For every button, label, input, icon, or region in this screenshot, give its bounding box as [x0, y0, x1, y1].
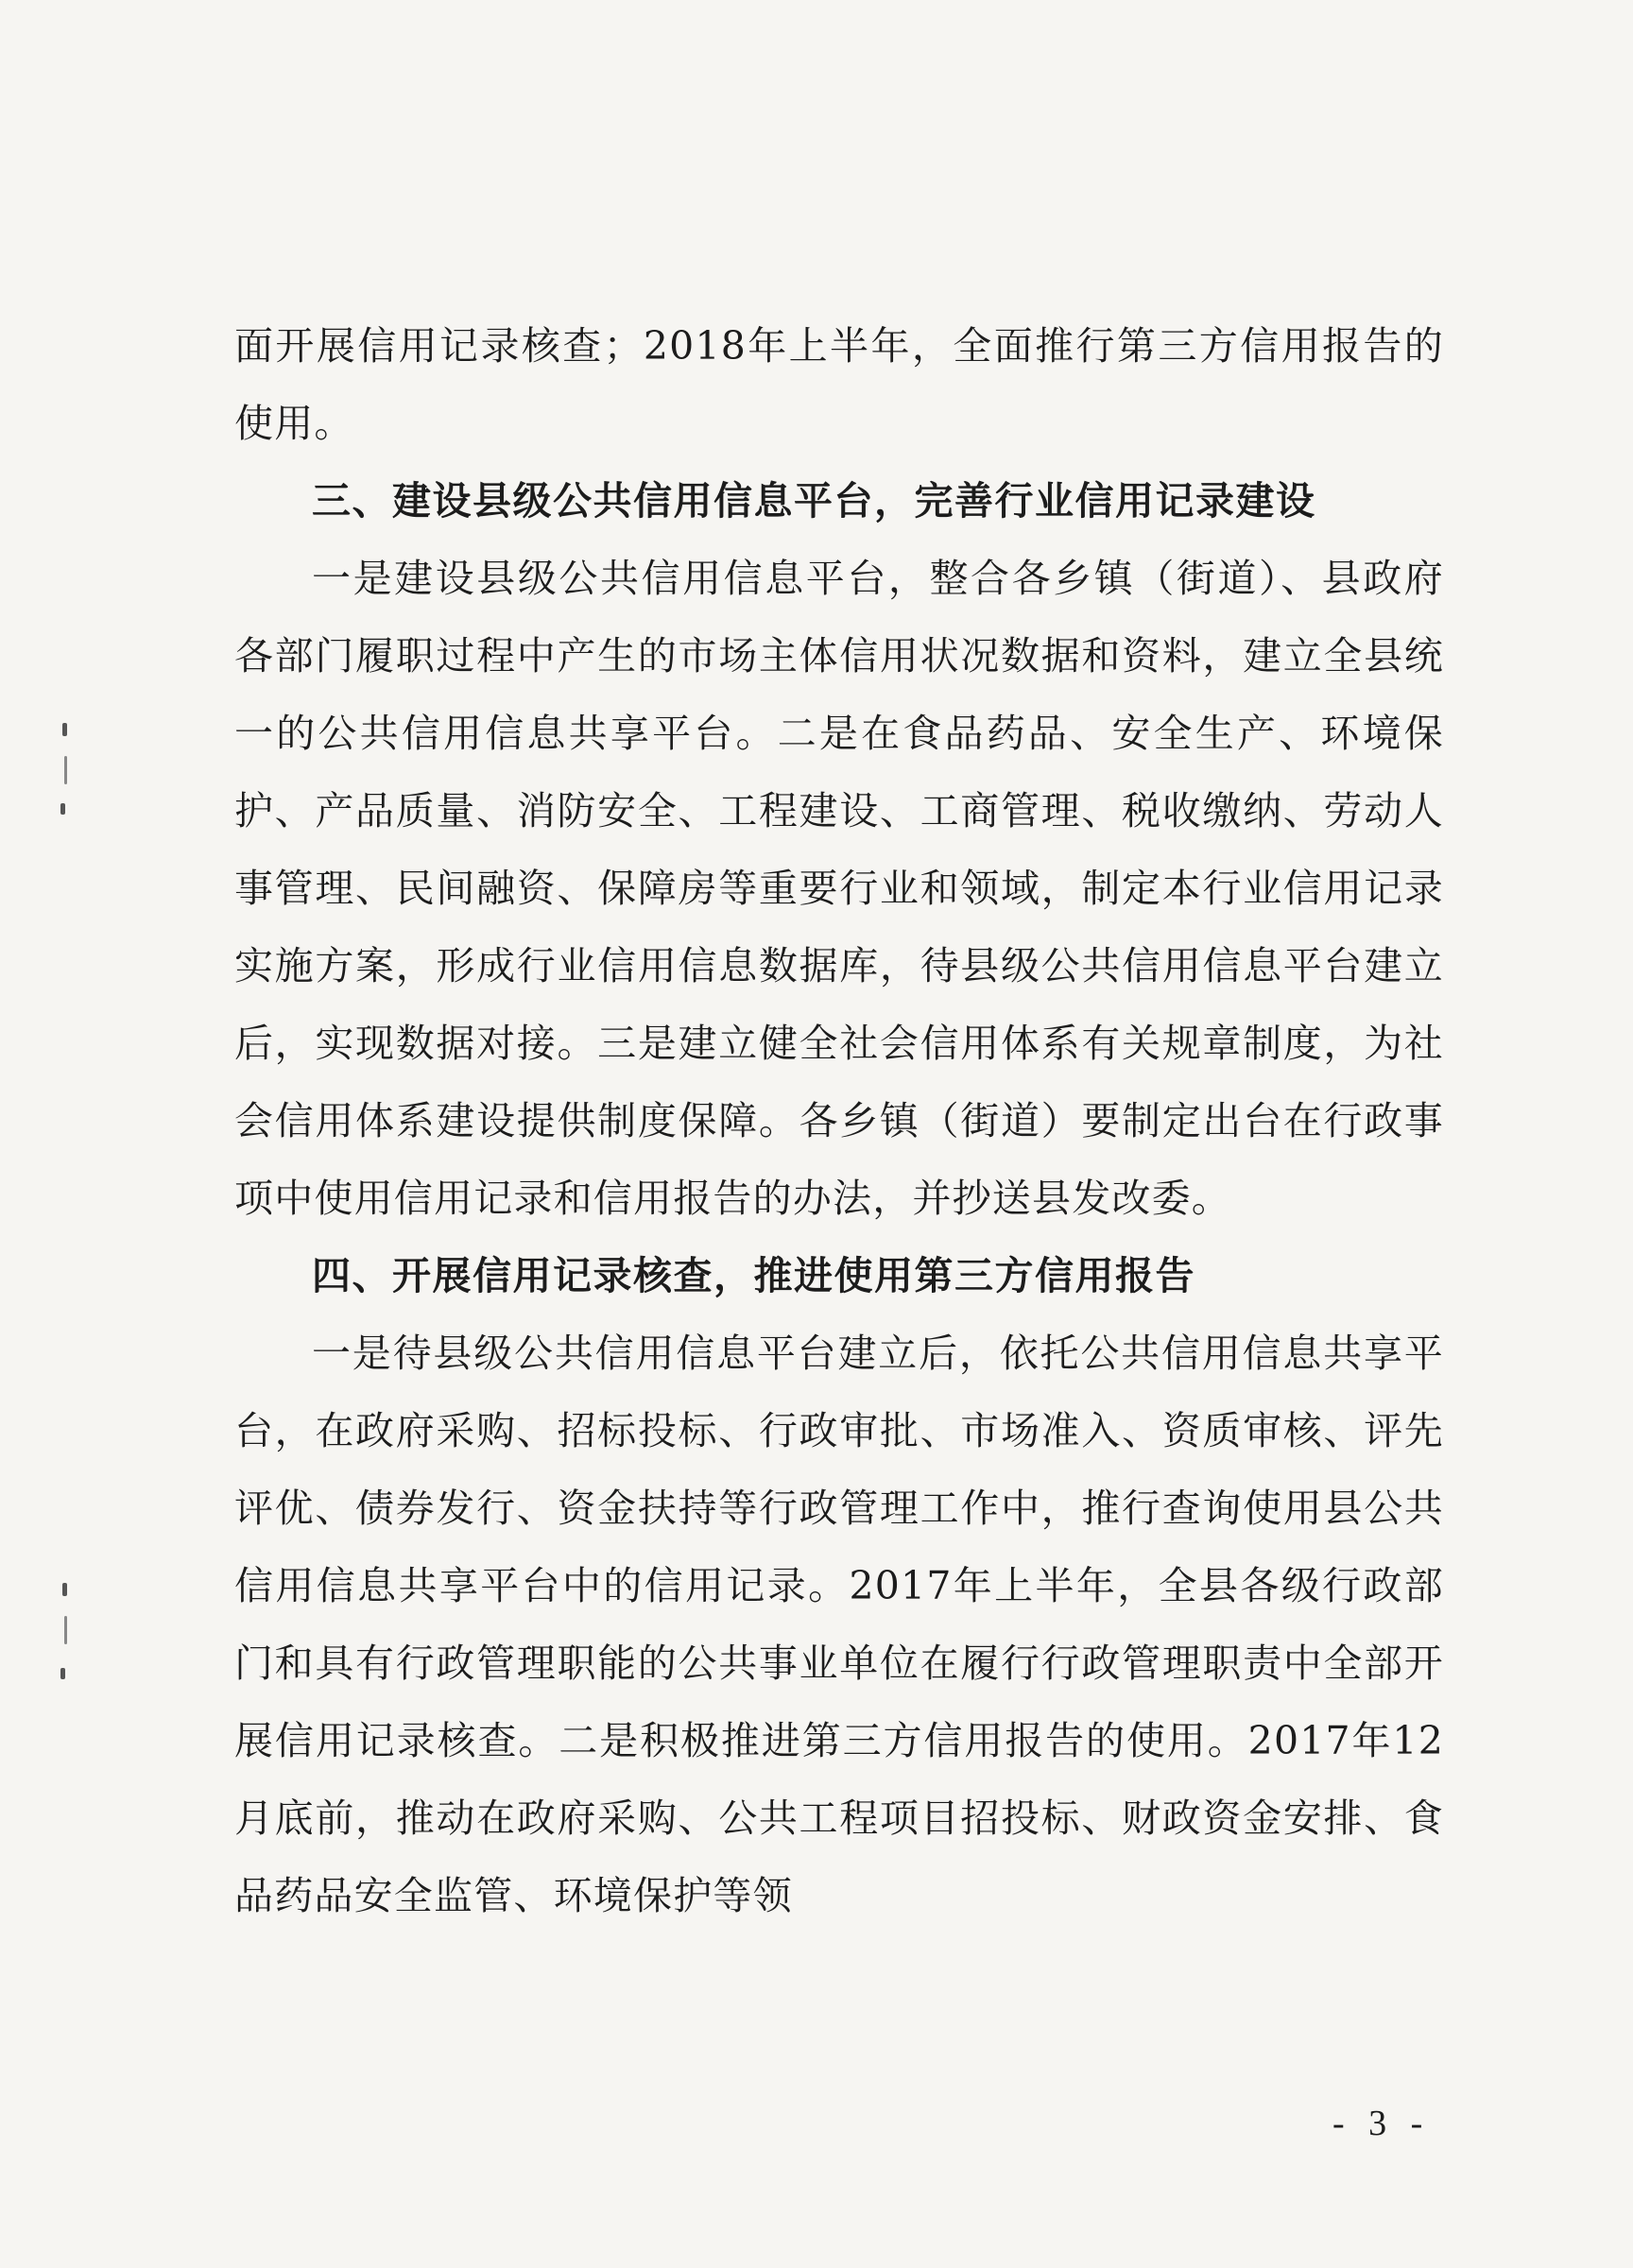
- section-heading-3: 三、建设县级公共信用信息平台，完善行业信用记录建设: [312, 478, 1316, 524]
- binding-hole-mark: [62, 1583, 67, 1596]
- page-number: - 3 -: [1332, 2104, 1431, 2143]
- binding-hole-mark: [60, 803, 65, 815]
- binding-hole-mark: [62, 723, 67, 736]
- binding-hole-mark: [64, 1616, 67, 1644]
- binding-hole-mark: [64, 756, 67, 784]
- binding-hole-mark: [60, 1668, 65, 1679]
- paragraph-section-3: 一是建设县级公共信用信息平台，整合各乡镇（街道）、县政府各部门履职过程中产生的市场主体信用状况数据和资料，建立全县统一的公共信用信息共享平台。二是在食品药品、安全生产、环境保护、产品质量、消防安全、工程建设、工商管理、税收缴纳、劳动人事管理、民间融资、保障房等重要行业和领域，制定本行业信用记录实施方案，形成行业信用信息数据库，待县级公共信用信息平台建立后，实现数据对接。三是建立健全社会信用体系有关规章制度，为社会信用体系建设提供制度保障。各乡镇（街道）要制定出台在行政事项中使用信用记录和信用报告的办法，并抄送县发改委。: [234, 556, 1444, 1221]
- section-heading-4: 四、开展信用记录核查，推进使用第三方信用报告: [312, 1253, 1195, 1298]
- paragraph-section-4: 一是待县级公共信用信息平台建立后，依托公共信用信息共享平台，在政府采购、招标投标、行政审批、市场准入、资质审核、评先评优、债券发行、资金扶持等行政管理工作中，推行查询使用县公共信用信息共享平台中的信用记录。2017年上半年，全县各级行政部门和具有行政管理职能的公共事业单位在履行行政管理职责中全部开展信用记录核查。二是积极推进第三方信用报告的使用。2017年12月底前，推动在政府采购、公共工程项目招投标、财政资金安排、食品药品安全监管、环境保护等领: [234, 1331, 1444, 1918]
- body-text: [234, 307, 1444, 1934]
- paragraph-continued: 面开展信用记录核查；2018年上半年，全面推行第三方信用报告的使用。: [234, 323, 1444, 446]
